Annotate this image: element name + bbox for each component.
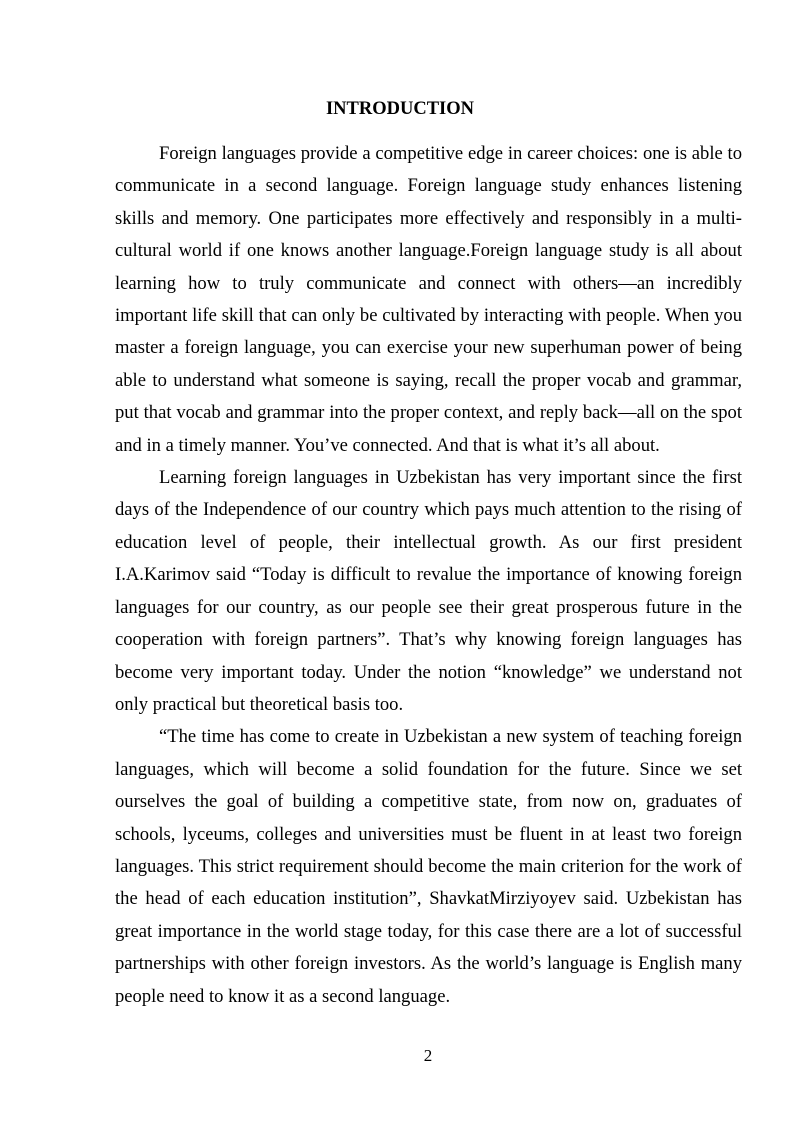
paragraph-foreign-languages-benefits: Foreign languages provide a competitive edge in career choices: one is able to communicate in a second language. Foreign language study enhances listening skills and memory. One participates more effectively and responsibly in a multi-cultural world if one knows another language.Foreign language study is all about learning how to truly communicate and connect with others—an incredibly important life skill that can only be cultivated by interacting with people. When you master a foreign language, you can exercise your new superhuman power of being able to understand what someone is saying, recall the proper vocab and grammar, put that vocab and grammar into the proper context, and reply back—all on the spot and in a timely manner. You’ve connected. And that is what it’s all about. <box>115 143 742 456</box>
paragraph-new-teaching-system: “The time has come to create in Uzbekistan a new system of teaching foreign languages, which will become a solid foundation for the future. Since we set ourselves the goal of building a competitive state, from now on, graduates of schools, lyceums, colleges and universities must be fluent in at least two foreign languages. This strict requirement should become the main criterion for the work of the head of each education institution”, ShavkatMirziyoyev said. Uzbekistan has great importance in the world stage today, for this case there are a lot of successful partnerships with other foreign investors. As the world’s language is English many people need to know it as a second language. <box>115 726 742 1007</box>
page-heading: INTRODUCTION <box>325 99 475 119</box>
document-body <box>115 138 742 1013</box>
paragraph-learning-in-uzbekistan: Learning foreign languages in Uzbekistan has very important since the first days of the Independence of our country which pays much attention to the rising of education level of people, their intellectual growth. As our first president I.A.Karimov said “Today is difficult to revalue the importance of knowing foreign languages for our country, as our people see their great prosperous future in the cooperation with foreign partners”. That’s why knowing foreign languages has become very important today. Under the notion “knowledge” we understand not only practical but theoretical basis too. <box>115 467 742 715</box>
page-number: 2 <box>423 1046 433 1065</box>
